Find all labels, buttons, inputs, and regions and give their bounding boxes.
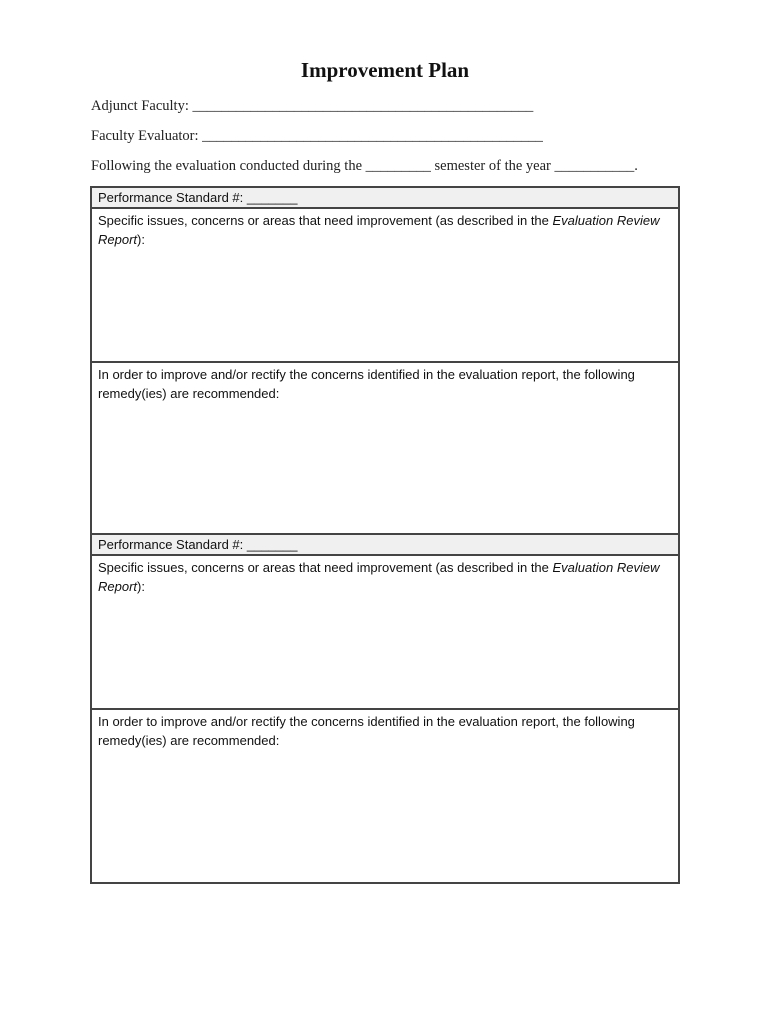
adjunct-faculty-line: Adjunct Faculty: _______________________________________________ xyxy=(91,98,534,114)
issues-field-2[interactable] xyxy=(92,556,678,710)
evaluation-semester-line: Following the evaluation conducted during the _________ semester of the year ___________. xyxy=(91,158,638,174)
remedy-label: In order to improve and/or rectify the concerns identified in the evaluation report, the following remedy(ies) are recommended: xyxy=(98,367,635,401)
issues-label: Specific issues, concerns or areas that need improvement (as described in the Evaluation Review Report): xyxy=(98,560,660,594)
performance-standard-label: Performance Standard #: _______ xyxy=(98,537,298,552)
performance-standard-label: Performance Standard #: _______ xyxy=(98,190,298,205)
improvement-plan-table xyxy=(90,186,680,884)
performance-standard-header-1 xyxy=(92,188,678,209)
remedy-field-2[interactable] xyxy=(92,710,678,882)
page-title: Improvement Plan xyxy=(300,58,470,82)
remedy-label: In order to improve and/or rectify the concerns identified in the evaluation report, the following remedy(ies) are recommended: xyxy=(98,714,635,748)
faculty-evaluator-line: Faculty Evaluator: _______________________________________________ xyxy=(91,128,543,144)
performance-standard-header-2 xyxy=(92,535,678,556)
remedy-field-1[interactable] xyxy=(92,363,678,535)
issues-field-1[interactable] xyxy=(92,209,678,363)
issues-label: Specific issues, concerns or areas that need improvement (as described in the Evaluation Review Report): xyxy=(98,213,660,247)
